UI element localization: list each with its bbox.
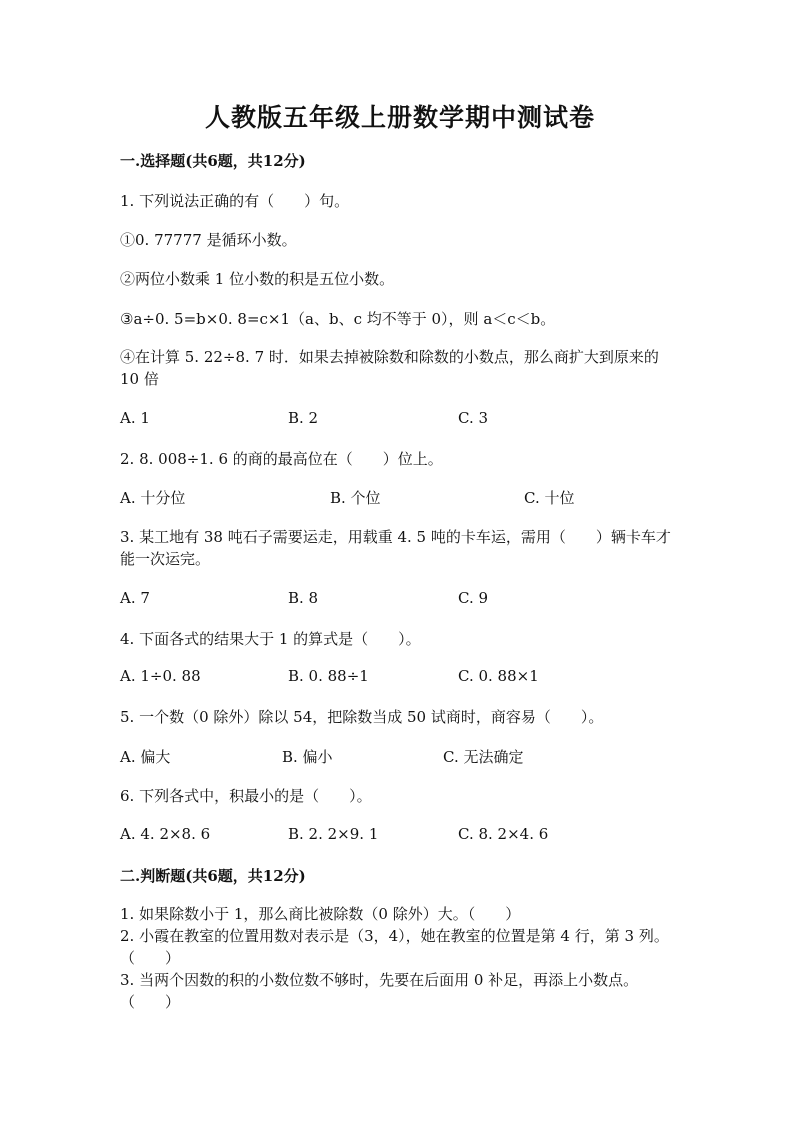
question-5-option-b: B. 偏小 bbox=[282, 748, 333, 766]
question-2-option-b: B. 个位 bbox=[330, 489, 381, 507]
question-6-option-c: C. 8. 2×4. 6 bbox=[458, 825, 549, 843]
question-1-option-b: B. 2 bbox=[288, 409, 319, 427]
question-3-option-c: C. 9 bbox=[458, 589, 489, 607]
question-4-option-a: A. 1÷0. 88 bbox=[120, 667, 201, 685]
question-6-option-b: B. 2. 2×9. 1 bbox=[288, 825, 379, 843]
question-4-stem: 4. 下面各式的结果大于 1 的算式是（ ）。 bbox=[120, 630, 421, 648]
question-1-statement-2: ②两位小数乘 1 位小数的积是五位小数。 bbox=[120, 270, 395, 288]
true-false-item-2: 2. 小霞在教室的位置用数对表示是（3，4），她在教室的位置是第 4 行，第 3 列。（ ） bbox=[120, 927, 669, 967]
question-2-option-c: C. 十位 bbox=[524, 489, 575, 507]
question-1-statement-4: ④在计算 5. 22÷8. 7 时．如果去掉被除数和除数的小数点，那么商扩大到原来的 10 倍 bbox=[120, 348, 659, 388]
question-5-option-c: C. 无法确定 bbox=[443, 748, 524, 766]
question-2-stem: 2. 8. 008÷1. 6 的商的最高位在（ ）位上。 bbox=[120, 450, 443, 468]
question-1-option-a: A. 1 bbox=[120, 409, 150, 427]
question-1-option-c: C. 3 bbox=[458, 409, 489, 427]
page-title: 人教版五年级上册数学期中测试卷 bbox=[204, 103, 595, 132]
question-1-statement-3: ③a÷0. 5=b×0. 8=c×1（a、b、c 均不等于 0），则 a＜c＜b。 bbox=[120, 310, 556, 328]
true-false-item-3: 3. 当两个因数的积的小数位数不够时，先要在后面用 0 补足，再添上小数点。（ ） bbox=[120, 971, 639, 1011]
question-4-option-b: B. 0. 88÷1 bbox=[288, 667, 369, 685]
question-5-option-a: A. 偏大 bbox=[120, 748, 171, 766]
section-heading-true-false: 二.判断题(共6题，共12分) bbox=[120, 867, 306, 885]
question-3-option-b: B. 8 bbox=[288, 589, 319, 607]
section-heading-choice: 一.选择题(共6题，共12分) bbox=[120, 152, 306, 170]
question-6-stem: 6. 下列各式中，积最小的是（ ）。 bbox=[120, 787, 372, 805]
true-false-item-1: 1. 如果除数小于 1，那么商比被除数（0 除外）大。（ ） bbox=[120, 905, 521, 923]
question-5-stem: 5. 一个数（0 除外）除以 54，把除数当成 50 试商时，商容易（ ）。 bbox=[120, 708, 604, 726]
question-3-option-a: A. 7 bbox=[120, 589, 150, 607]
question-2-option-a: A. 十分位 bbox=[120, 489, 186, 507]
question-1-stem: 1. 下列说法正确的有（ ）句。 bbox=[120, 192, 350, 210]
question-6-option-a: A. 4. 2×8. 6 bbox=[120, 825, 211, 843]
question-3-stem: 3. 某工地有 38 吨石子需要运走，用载重 4. 5 吨的卡车运，需用（ ）辆卡车才能一次运完。 bbox=[120, 528, 671, 568]
question-4-option-c: C. 0. 88×1 bbox=[458, 667, 539, 685]
question-1-statement-1: ①0. 77777 是循环小数。 bbox=[120, 231, 297, 249]
